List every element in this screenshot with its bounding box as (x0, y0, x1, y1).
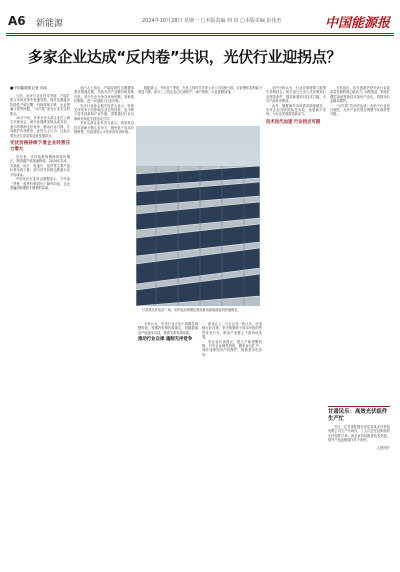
subhead: 推动行业自律 遏制无序竞争 (138, 337, 193, 343)
paragraph: 座谈会上，与会企业一致认为，应加强行业自律，坚决抵制低于成本价格的恶性竞争行为，推动产业链上下游协同发展。 (202, 322, 262, 340)
subhead: 光伏价格持续下滑企业经营压力增大 (10, 141, 70, 153)
paragraph: 10月中旬，多家光伏头部企业在上海召开座谈会，就行业健康发展达成共识，表示将遏制无序竞争、推动行业自律，共同维护市场秩序。业内人士认为，这标志着光伏行业或将迎来发展拐点。 (10, 116, 70, 138)
paragraph: 近年来，光伏装机规模保持较快增长，制造端产能加速释放。2024年以来，多晶硅、硅片、电池片、组件等主要产品价格全线下跌，部分环节价格已跌破行业平均成本。 (10, 155, 70, 177)
column-5 (266, 86, 326, 566)
newspaper-page (6, 6, 394, 566)
headline: 多家企业达成“反内卷”共识，光伏行业迎拐点？ (28, 48, 342, 66)
photo-caption: 甘肃某光伏电站一角。光伏电站规模化建设推动新能源装机快速增长。 (142, 308, 241, 312)
paragraph: “反内卷”共识的达成，有助于行业回归理性，光伏产业有望在调整中实现转型升级。 (330, 103, 390, 117)
header-rule (6, 33, 394, 34)
header-rule-thin (6, 35, 394, 36)
paragraph: 业内人士指出，产能阶段性过剩叠加需求增速放缓，导致光伏产业链价格持续走低。部分企业为争夺市场份额，采取低价策略，进一步加剧了行业内卷。 (74, 86, 134, 104)
column-6 (330, 86, 390, 396)
inset-box (328, 406, 390, 564)
paragraph: 此外，随着海外市场需求持续增长，光伏企业加快国际化布局，拓展新兴市场，为行业发展提供新动力。 (266, 103, 326, 117)
dateline: 2024年10月28日 星期一 □本版责编 何 田 □本版美编 彭伟杰 (142, 18, 282, 24)
paragraph: 光伏行业协会相关负责人表示，价格无序竞争不仅影响企业正常经营，也不利于技术创新和产业升级，需要通过行业自律和市场化手段加以引导。 (74, 103, 134, 121)
paragraph: 数据显示，今年前三季度，光伏主材环节多家上市公司出现亏损，行业整体盈利能力明显下降。部分二三线企业已出现停产、减产现象，行业洗牌加速。 (138, 86, 262, 95)
paragraph: 业内分析认为，行业自律需要与政策引导相结合。相关部门已出台光伏制造行业规范条件，提高新建项目技术门槛，引导产能有序释放。 (266, 86, 326, 104)
paragraph: 有企业代表建议，建立产能预警机制，引导企业理性投资，避免盲目扩产。同时加强知识产权保护，鼓励差异化竞争。 (202, 339, 262, 357)
solar-panels-illustration (136, 126, 260, 306)
subhead: 技术迭代加速 行业拐点可期 (266, 119, 321, 125)
byline: ■中国能源报记者 苏南 (10, 86, 47, 90)
column-3-top (138, 86, 262, 122)
paragraph: 中国光伏行业协会数据显示，今年前三季度，组件价格同比下降约四成，企业普遍面临增收不增利的局面。 (10, 177, 70, 190)
solar-farm-photo (136, 126, 260, 306)
inset-text: 近日，在甘肃张掖市民乐县某光伏科技有限公司生产车间内，工人们正在赶制高效光伏组件订单。该企业持续推进技术升级，组件产品远销国内多个省份。 (328, 425, 390, 443)
inset-title: 甘肃民乐：高效光伏组件生产忙 (328, 409, 388, 422)
page-number: A6 (8, 14, 26, 28)
column-1 (10, 86, 70, 566)
newspaper-logo: 中国能源报 (324, 16, 390, 31)
column-2 (74, 86, 134, 566)
page-header (6, 12, 394, 32)
section-name: 新能源 (36, 19, 64, 29)
inset-credit: 人民图片 (376, 445, 390, 450)
paragraph: 专家认为，光伏行业正处于周期性调整阶段，短期内价格仍将承压，但随着落后产能逐步出清，供需关系有望改善。 (138, 322, 198, 335)
column-4 (202, 322, 262, 566)
paragraph: 多家头部企业负责人表示，将坚持以技术创新为核心竞争力，避免低于成本价格销售，共同营造公平有序的市场环境。 (74, 121, 134, 135)
column-3-bottom (138, 322, 198, 566)
paragraph: 专家指出，技术创新仍是光伏行业高质量发展的核心驱动力。N型电池、钙钛矿叠层电池等新技术加快产业化，将推动行业降本增效。 (330, 86, 390, 104)
paragraph: 当前，光伏行业在技术突破、产能扩张与市场竞争中快速发展，同时也暴露出阶段性产能过剩、价格持续下跌、企业普遍亏损等问题，“反内卷”成为行业关注的焦点。 (10, 94, 70, 116)
